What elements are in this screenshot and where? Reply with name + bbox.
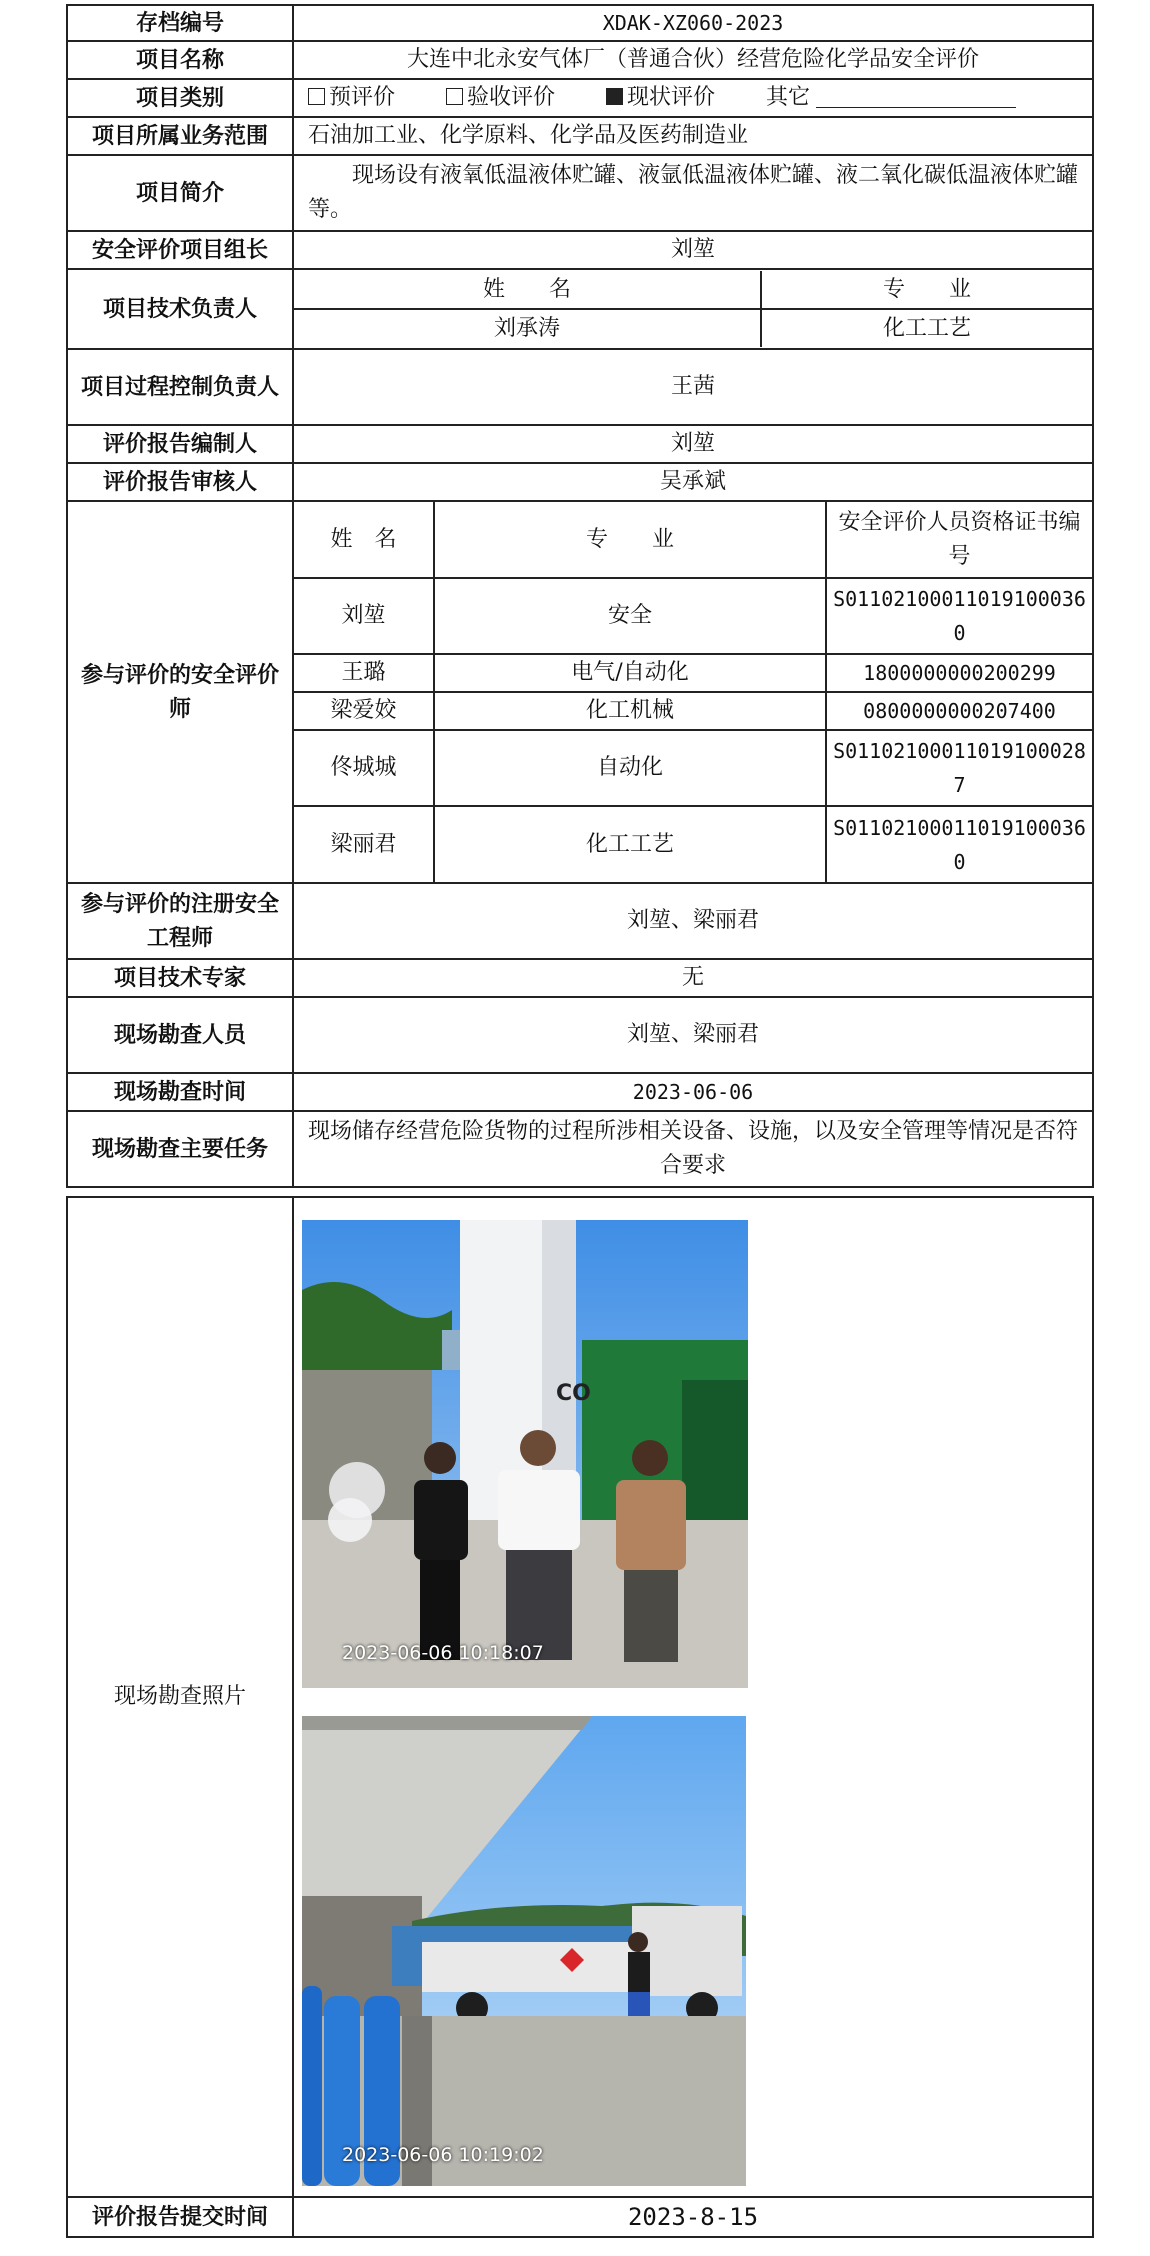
evaluator-major: 安全 — [434, 578, 826, 654]
evaluator-cert: S011021000110191000287 — [826, 730, 1092, 806]
row-site-task — [67, 1111, 1093, 1187]
reg-engineer-label: 参与评价的注册安全工程师 — [67, 883, 293, 959]
site-task-value: 现场储存经营危险货物的过程所涉相关设备、设施，以及安全管理等情况是否符合要求 — [293, 1111, 1093, 1187]
evaluators-col-name: 姓 名 — [294, 502, 434, 578]
evaluator-name: 王璐 — [294, 654, 434, 692]
evaluator-cert: 1800000000200299 — [826, 654, 1092, 692]
evaluators-cell — [293, 501, 1093, 883]
site-staff-label: 现场勘查人员 — [67, 997, 293, 1073]
evaluators-label: 参与评价的安全评价师 — [67, 501, 293, 883]
option-pre: 预评价 — [308, 85, 395, 110]
evaluator-major: 化工机械 — [434, 692, 826, 730]
tank-sign: CO — [556, 1381, 591, 1406]
evaluator-name: 梁爱姣 — [294, 692, 434, 730]
row-compiler — [67, 425, 1093, 463]
team-leader-value: 刘堃 — [293, 231, 1093, 269]
tech-lead-major: 化工工艺 — [761, 309, 1092, 347]
checkbox-filled-icon — [606, 88, 623, 105]
project-name-value: 大连中北永安气体厂（普通合伙）经营危险化学品安全评价 — [293, 41, 1093, 79]
evaluator-cert: S011021000110191000360 — [826, 578, 1092, 654]
checkbox-empty-icon — [446, 88, 463, 105]
row-expert — [67, 959, 1093, 997]
site-task-label: 现场勘查主要任务 — [67, 1111, 293, 1187]
table-row — [294, 806, 1092, 882]
compiler-value: 刘堃 — [293, 425, 1093, 463]
archive-no-label: 存档编号 — [67, 5, 293, 41]
reviewer-value: 吴承斌 — [293, 463, 1093, 501]
photo-2-timestamp: 2023-06-06 10:19:02 — [342, 2144, 544, 2166]
photos-label: 现场勘查照片 — [67, 1197, 293, 2197]
evaluator-major: 电气/自动化 — [434, 654, 826, 692]
option-other: 其它 — [766, 85, 1016, 110]
row-intro — [67, 155, 1093, 231]
intro-value: 现场设有液氧低温液体贮罐、液氩低温液体贮罐、液二氧化碳低温液体贮罐等。 — [293, 155, 1093, 231]
tech-lead-subtable — [294, 271, 1092, 347]
site-photo-2 — [302, 1716, 746, 2186]
evaluator-major: 自动化 — [434, 730, 826, 806]
row-reviewer — [67, 463, 1093, 501]
row-process-lead — [67, 349, 1093, 425]
archive-no-value: XDAK-XZ060-2023 — [293, 5, 1093, 41]
tech-lead-col-name: 姓 名 — [294, 271, 761, 309]
row-project-type — [67, 79, 1093, 117]
evaluators-subtable — [294, 502, 1092, 882]
row-project-name — [67, 41, 1093, 79]
checkbox-empty-icon — [308, 88, 325, 105]
business-scope-label: 项目所属业务范围 — [67, 117, 293, 155]
row-site-staff — [67, 997, 1093, 1073]
submit-time-label: 评价报告提交时间 — [67, 2197, 293, 2237]
reg-engineer-value: 刘堃、梁丽君 — [293, 883, 1093, 959]
site-time-value: 2023-06-06 — [293, 1073, 1093, 1111]
expert-label: 项目技术专家 — [67, 959, 293, 997]
evaluator-cert: S011021000110191000360 — [826, 806, 1092, 882]
other-blank-line — [816, 85, 1016, 108]
tech-lead-cell — [293, 269, 1093, 349]
compiler-label: 评价报告编制人 — [67, 425, 293, 463]
evaluators-header-row — [294, 502, 1092, 578]
project-type-options — [293, 79, 1093, 117]
evaluator-name: 刘堃 — [294, 578, 434, 654]
tech-lead-col-major: 专 业 — [761, 271, 1092, 309]
tech-lead-label: 项目技术负责人 — [67, 269, 293, 349]
evaluator-name: 佟城城 — [294, 730, 434, 806]
intro-label: 项目简介 — [67, 155, 293, 231]
row-site-time — [67, 1073, 1093, 1111]
team-leader-label: 安全评价项目组长 — [67, 231, 293, 269]
site-photo-1-image — [302, 1220, 748, 1688]
row-team-leader — [67, 231, 1093, 269]
site-photo-2-image — [302, 1716, 746, 2186]
reviewer-label: 评价报告审核人 — [67, 463, 293, 501]
evaluator-major: 化工工艺 — [434, 806, 826, 882]
photo-1-timestamp: 2023-06-06 10:18:07 — [342, 1642, 544, 1664]
evaluator-cert: 0800000000207400 — [826, 692, 1092, 730]
tech-lead-name: 刘承涛 — [294, 309, 761, 347]
row-evaluators — [67, 501, 1093, 883]
table-row — [294, 692, 1092, 730]
evaluators-col-cert: 安全评价人员资格证书编号 — [826, 502, 1092, 578]
site-photo-1 — [302, 1220, 748, 1688]
row-business-scope — [67, 117, 1093, 155]
table-row — [294, 578, 1092, 654]
row-tech-lead — [67, 269, 1093, 349]
row-archive-no — [67, 5, 1093, 41]
site-staff-value: 刘堃、梁丽君 — [293, 997, 1093, 1073]
option-current: 现状评价 — [606, 85, 715, 110]
site-time-label: 现场勘查时间 — [67, 1073, 293, 1111]
business-scope-value: 石油加工业、化学原料、化学品及医药制造业 — [293, 117, 1093, 155]
row-reg-engineer — [67, 883, 1093, 959]
expert-value: 无 — [293, 959, 1093, 997]
process-lead-label: 项目过程控制负责人 — [67, 349, 293, 425]
row-submit-time — [67, 2197, 1093, 2237]
evaluator-name: 梁丽君 — [294, 806, 434, 882]
evaluators-col-major: 专 业 — [434, 502, 826, 578]
project-name-label: 项目名称 — [67, 41, 293, 79]
project-type-label: 项目类别 — [67, 79, 293, 117]
process-lead-value: 王茜 — [293, 349, 1093, 425]
archive-table — [66, 4, 1094, 1188]
option-acceptance: 验收评价 — [446, 85, 555, 110]
submit-time-value: 2023-8-15 — [293, 2197, 1093, 2237]
table-row — [294, 654, 1092, 692]
table-row — [294, 730, 1092, 806]
